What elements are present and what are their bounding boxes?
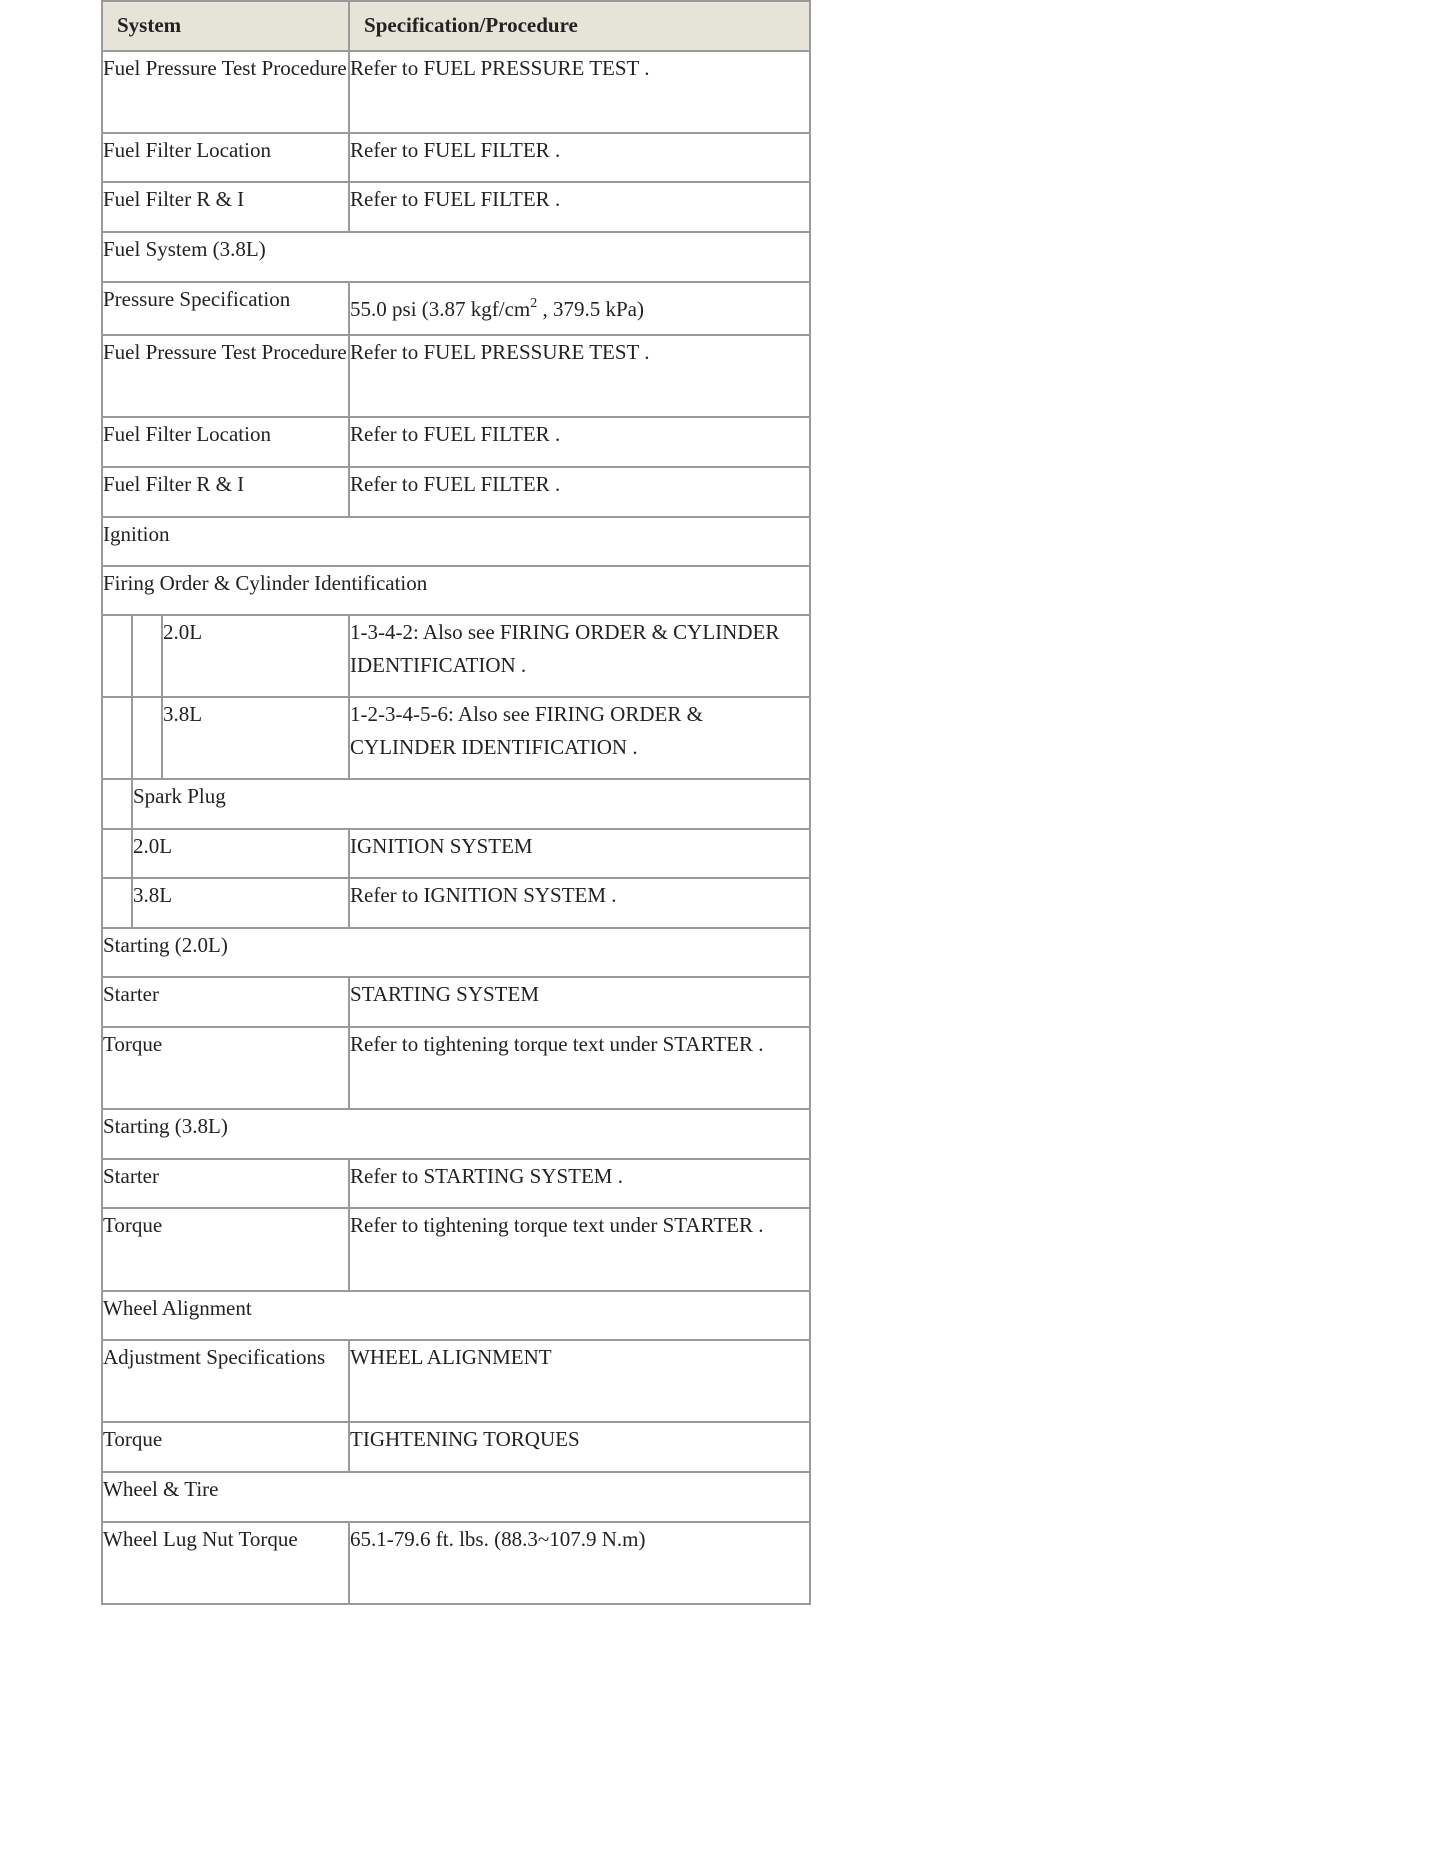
table-row xyxy=(102,133,810,182)
table-row xyxy=(102,1159,810,1208)
row-value: Refer to FUEL FILTER . xyxy=(349,467,810,517)
section-row xyxy=(102,1291,810,1340)
row-label: Fuel Filter Location xyxy=(102,133,349,182)
header-spec: Specification/Procedure xyxy=(349,1,810,51)
row-label: Pressure Specification xyxy=(102,282,349,335)
row-label: Fuel Pressure Test Procedure xyxy=(102,51,349,133)
table-row xyxy=(102,182,810,232)
section-title: Fuel System (3.8L) xyxy=(102,232,810,282)
section-row xyxy=(102,1472,810,1522)
indent-gutter xyxy=(132,697,162,779)
row-label: Wheel Lug Nut Torque xyxy=(102,1522,349,1604)
table-header-row xyxy=(102,1,810,51)
row-label: Starter xyxy=(102,977,349,1027)
indent-gutter xyxy=(102,779,132,829)
row-label: Torque xyxy=(102,1208,349,1291)
row-value: Refer to IGNITION SYSTEM . xyxy=(349,878,810,928)
row-value: STARTING SYSTEM xyxy=(349,977,810,1027)
header-system: System xyxy=(102,1,349,51)
subsection-title: Firing Order & Cylinder Identification xyxy=(102,566,810,615)
row-label: 2.0L xyxy=(132,829,349,878)
row-label: 3.8L xyxy=(162,697,349,779)
indent-gutter xyxy=(102,878,132,928)
row-label: Fuel Filter Location xyxy=(102,417,349,467)
subsection-title: Spark Plug xyxy=(132,779,810,829)
table-row xyxy=(102,829,810,878)
row-value: Refer to tightening torque text under STARTER . xyxy=(349,1208,810,1291)
table-row xyxy=(102,335,810,417)
spec-table xyxy=(101,0,811,1605)
subsection-row xyxy=(102,566,810,615)
table-row xyxy=(102,51,810,133)
row-label: Fuel Pressure Test Procedure xyxy=(102,335,349,417)
table-row xyxy=(102,1522,810,1604)
row-value: Refer to tightening torque text under STARTER . xyxy=(349,1027,810,1109)
section-row xyxy=(102,232,810,282)
table-row xyxy=(102,467,810,517)
row-value: Refer to FUEL FILTER . xyxy=(349,133,810,182)
row-value: Refer to FUEL PRESSURE TEST . xyxy=(349,51,810,133)
table-row xyxy=(102,878,810,928)
indent-gutter xyxy=(102,829,132,878)
value-text: 55.0 psi (3.87 kgf/cm xyxy=(350,297,531,321)
table-row xyxy=(102,417,810,467)
row-value: 1-2-3-4-5-6: Also see FIRING ORDER & CYLINDER IDENTIFICATION . xyxy=(349,697,810,779)
table-row xyxy=(102,282,810,335)
row-label: Torque xyxy=(102,1027,349,1109)
row-value xyxy=(349,282,810,335)
table-row xyxy=(102,697,810,779)
table-row xyxy=(102,1340,810,1422)
section-title: Starting (3.8L) xyxy=(102,1109,810,1159)
row-value: Refer to FUEL FILTER . xyxy=(349,182,810,232)
superscript: 2 xyxy=(530,296,538,311)
row-value: 65.1-79.6 ft. lbs. (88.3~107.9 N.m) xyxy=(349,1522,810,1604)
section-row xyxy=(102,1109,810,1159)
row-value: 1-3-4-2: Also see FIRING ORDER & CYLINDER IDENTIFICATION . xyxy=(349,615,810,697)
row-label: Fuel Filter R & I xyxy=(102,182,349,232)
row-value: Refer to STARTING SYSTEM . xyxy=(349,1159,810,1208)
section-row xyxy=(102,517,810,566)
row-label: Starter xyxy=(102,1159,349,1208)
row-value: IGNITION SYSTEM xyxy=(349,829,810,878)
subsection-row xyxy=(102,779,810,829)
table-row xyxy=(102,615,810,697)
row-value: WHEEL ALIGNMENT xyxy=(349,1340,810,1422)
section-row xyxy=(102,928,810,977)
section-title: Wheel & Tire xyxy=(102,1472,810,1522)
table-row xyxy=(102,1027,810,1109)
indent-gutter xyxy=(102,697,132,779)
row-value: TIGHTENING TORQUES xyxy=(349,1422,810,1472)
row-label: Torque xyxy=(102,1422,349,1472)
indent-gutter xyxy=(102,615,132,697)
row-value: Refer to FUEL PRESSURE TEST . xyxy=(349,335,810,417)
table-row xyxy=(102,1422,810,1472)
value-text: , 379.5 kPa) xyxy=(537,297,644,321)
table-row xyxy=(102,1208,810,1291)
table-row xyxy=(102,977,810,1027)
row-label: 3.8L xyxy=(132,878,349,928)
section-title: Ignition xyxy=(102,517,810,566)
row-label: Adjustment Specifications xyxy=(102,1340,349,1422)
section-title: Wheel Alignment xyxy=(102,1291,810,1340)
row-label: Fuel Filter R & I xyxy=(102,467,349,517)
section-title: Starting (2.0L) xyxy=(102,928,810,977)
indent-gutter xyxy=(132,615,162,697)
row-label: 2.0L xyxy=(162,615,349,697)
row-value: Refer to FUEL FILTER . xyxy=(349,417,810,467)
